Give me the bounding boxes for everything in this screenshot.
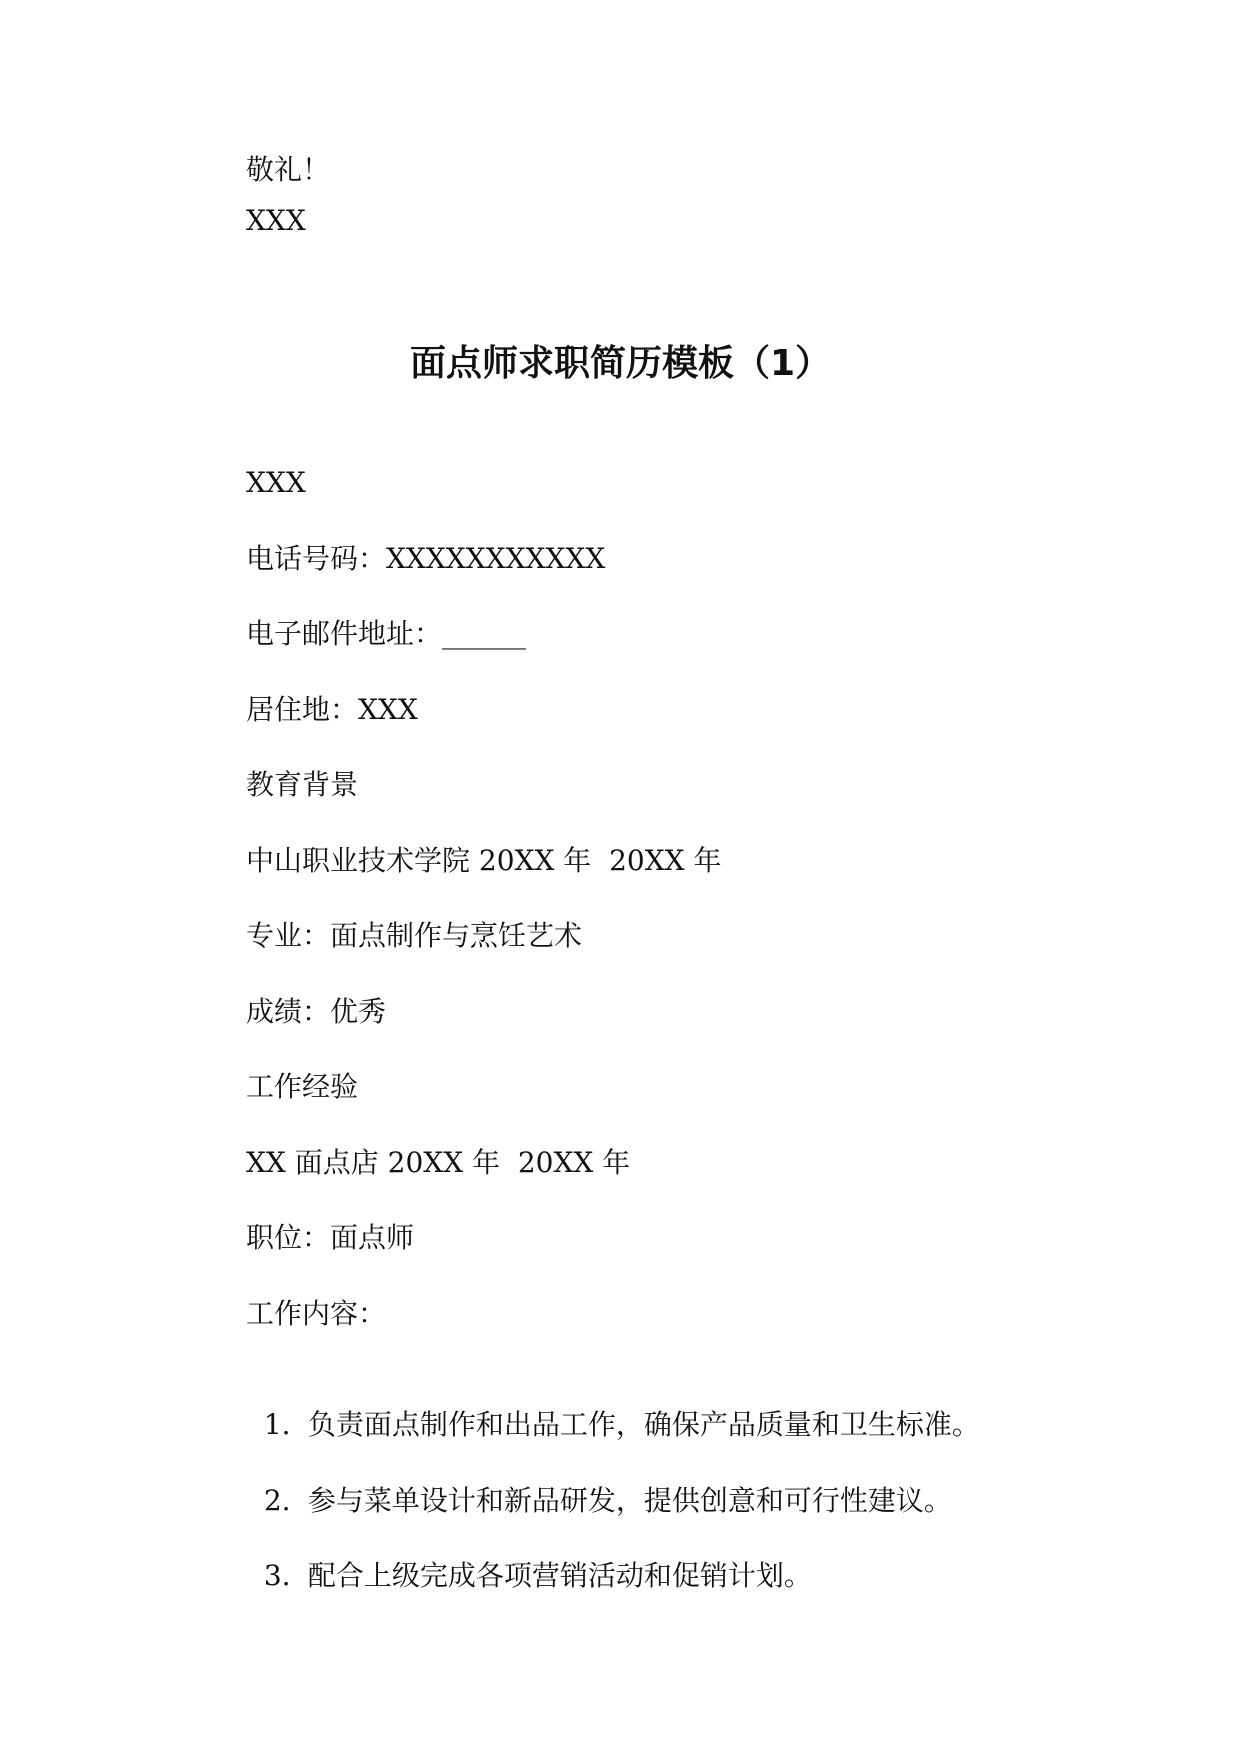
closing-signature: XXX xyxy=(246,204,306,237)
education-school: 中山职业技术学院 20XX 年 20XX 年 xyxy=(246,844,722,877)
education-heading: 教育背景 xyxy=(246,768,359,801)
experience-position: 职位：面点师 xyxy=(246,1221,415,1254)
duty-item xyxy=(246,1447,952,1519)
experience-duties-heading: 工作内容： xyxy=(246,1297,387,1330)
duty-text: 配合上级完成各项营销活动和促销计划。 xyxy=(307,1559,812,1592)
duty-item xyxy=(246,1371,980,1443)
contact-residence: 居住地：XXX xyxy=(246,693,418,726)
duty-text: 负责面点制作和出品工作，确保产品质量和卫生标准。 xyxy=(307,1408,980,1441)
contact-name: XXX xyxy=(246,466,306,499)
duty-number: 1. xyxy=(263,1408,291,1441)
education-grade: 成绩：优秀 xyxy=(246,995,387,1028)
page-title: 面点师求职简历模板（1） xyxy=(409,343,832,384)
experience-heading: 工作经验 xyxy=(246,1070,359,1103)
closing-salutation: 敬礼！ xyxy=(246,153,331,186)
duty-text: 参与菜单设计和新品研发，提供创意和可行性建议。 xyxy=(307,1484,952,1517)
contact-email: 电子邮件地址：______ xyxy=(246,617,527,650)
education-major: 专业：面点制作与烹饪艺术 xyxy=(246,919,583,952)
duty-number: 3. xyxy=(263,1559,291,1592)
duty-item xyxy=(246,1522,812,1594)
contact-phone: 电话号码：XXXXXXXXXXX xyxy=(246,542,606,575)
duty-number: 2. xyxy=(263,1484,291,1517)
experience-company: XX 面点店 20XX 年 20XX 年 xyxy=(246,1146,631,1179)
